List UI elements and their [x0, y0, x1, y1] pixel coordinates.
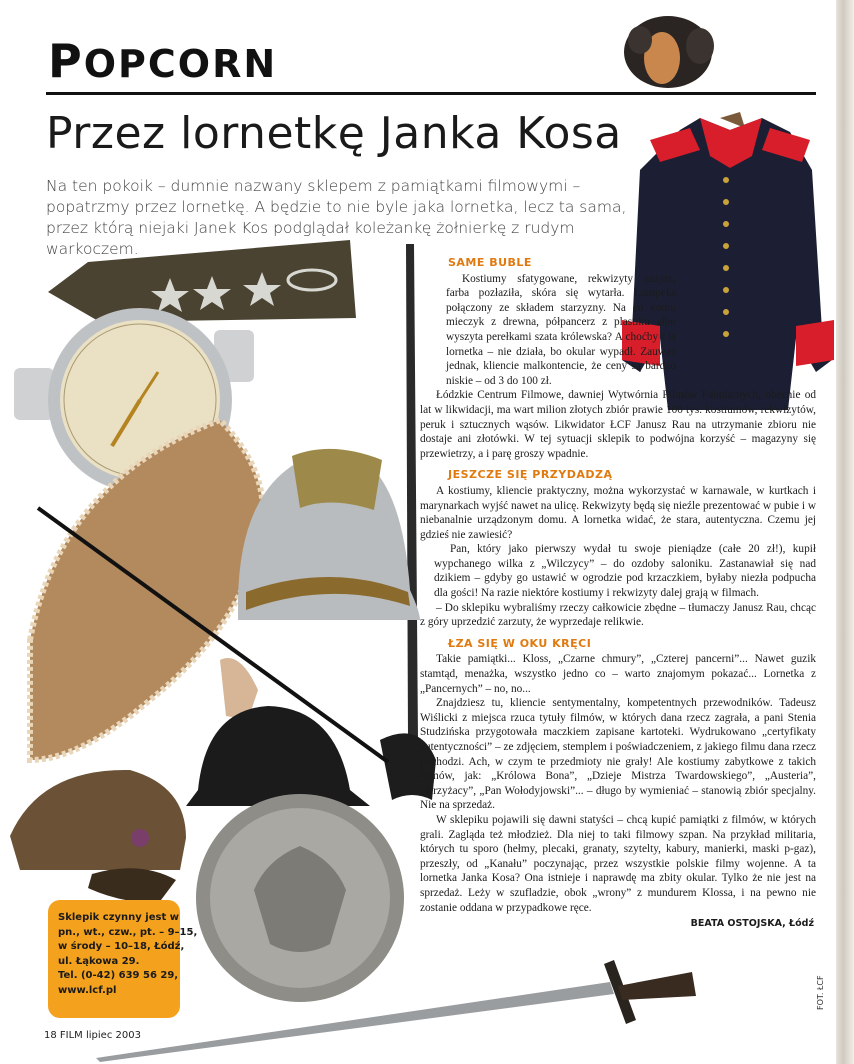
shop-info-box: [48, 900, 198, 1018]
section-label-initial: P: [48, 34, 84, 88]
eagle-button-prop: [196, 794, 404, 1002]
paragraph: A kostiumy, kliencie praktyczny, można wykorzystać w karnawale, w kurtkach i marynarkach wyjść nawet na ulicę. Rekwizyty będą się nieźle prezentować w pubie i w niebanalnie urządzonym domu. A lornetka widać, że stara, autentyczna. Czemu jej gdzieś nie zawiesić?: [420, 484, 816, 541]
paragraph: W sklepiku pojawili się dawni statyści – chcą kupić pamiątki z filmów, w których grali. Zagląda też młodzież. Dla niej to taki filmowy szpan. Na przykład militaria, których tu sporo (hełmy, plecaki, granaty, szytelty, kabury, manierki, maski p-gaz), przeszły, od „Kanału” poczynając, przez wszystkie polskie filmy wojenne. A ta lornetka Janka Kosa? Ona istnieje i naprawdę ma zbity okular. Tylko że nie jest na sprzedaż. Leży w szufladzie, obok „wrony” z mundurem Klossa, i na pewno nie zostanie oddana w przypadkowe ręce.: [420, 813, 816, 914]
field-cap-prop: [10, 770, 186, 904]
subheading-lza: ŁZA SIĘ W OKU KRĘCI: [448, 636, 592, 650]
subheading-same-buble: SAME BUBLE: [448, 256, 532, 269]
photo-credit: FOT. ŁCF: [816, 975, 825, 1010]
paragraph: Znajdziesz tu, kliencie sentymentalny, kompetentnych przewodników. Tadeusz Wiślicki z miejsca rzuca tytuły filmów, w których dana rzecz zagrała, a pani Stenia Studzińska przygotowała maczkiem zapisane kartoteki. Wydrukowano „certyfikaty autentyczności” – ze zdjęciem, stemplem i poświadczeniem, z jakiego filmu dana rzecz pochodzi. Ach, w czym te przedmioty nie grały! Ale kostiumy zabytkowe z takich filmów, jak: „Królowa Bona”, „Dzieje Mistrza Twardowskiego”, „Austeria”, „Krzyżacy”, „Pan Wołodyjowski”... – długo by wymieniać – stanowią zbiór specjalny. Nie na sprzedaż.: [420, 697, 816, 812]
subheading-przydadza: JESZCZE SIĘ PRZYDADZĄ: [448, 468, 613, 482]
author-signature: BEATA OSTOJSKA, Łódź: [690, 918, 814, 930]
fire-helmet-prop: [238, 449, 420, 620]
paragraph: Kostiumy sfatygowane, rekwizyty zużyte, farba pozłaziła, skóra się wytarła. Lumpeks połączony ze składem starzyzny. Na co komu mieczyk z drewna, półpancerz z plastiku albo wyszyta perełkami szata królewska? A choćby i ta lornetka – nie działa, bo okular wypadł. Zauważ jednak, kliencie malkontencie, że ceny są bardzo niskie – od 3 do 100 zł.: [446, 272, 676, 387]
paragraph: Pan, który jako pierwszy wydał tu swoje pieniądze (całe 20 zł!), kupił wypchanego wilka z „Wilczycy” – do ozdoby saloniku. Zastanawiał się nad dzikiem – gdyby go ustawić w ogrodzie pod krzaczkiem, byłaby niezła podpucha dla gości! Na razie niektóre kostiumy i rekwizyty dalej grają w filmach.: [434, 543, 816, 600]
header-rule: [46, 92, 816, 95]
section-label: POPCORN: [48, 34, 278, 88]
article-lead: Na ten pokoik – dumnie nazwany sklepem z pamiątkami filmowymi – popatrzmy przez lornetkę. A będzie to nie byle jaka lornetka, lecz ta sama, przez którą niejaki Janek Kos podglądał koleżankę żołnierkę z rudym warkoczem.: [46, 177, 627, 258]
page-folio: 18 FILM lipiec 2003: [44, 1030, 141, 1041]
info-phone: Tel. (0-42) 639 56 29,: [58, 970, 179, 981]
paragraph: – Do sklepiku wybraliśmy rzeczy całkowicie zbędne – tłumaczy Janusz Rau, chcąc z góry uprzedzić zarzuty, że wyprzedaje relikwie.: [420, 601, 816, 629]
paragraph: Takie pamiątki... Kloss, „Czarne chmury”, „Czterej pancerni”... Nawet guzik stamtąd, menażka, wszystko jedno co – warto znajomym pokazać... Lornetka z „Pancernych” – no, no...: [420, 653, 816, 695]
info-line: Sklepik czynny jest w: [58, 912, 179, 923]
info-website-link[interactable]: www.lcf.pl: [58, 984, 117, 996]
info-line: pn., wt., czw., pt. – 9–15,: [58, 926, 198, 938]
steel-helmet-prop: [186, 706, 370, 806]
info-line: w środy – 10–18, Łódź,: [58, 941, 185, 952]
article-body: [420, 256, 816, 932]
sabre-prop: [96, 960, 696, 1062]
wig-prop: [624, 16, 714, 88]
paragraph: Łódzkie Centrum Filmowe, dawniej Wytwórnia Filmów Fabularnych, obecnie od lat w likwidacji, ma wart milion złotych zbiór prawie 100 tys. kostiumów, rekwizytów, peruk i sztucznych wąsów. Likwidator ŁCF Janusz Rau na utrzymanie zbioru nie dostaje ani złotówki. W tej sytuacji sklepik to podwójna korzyść – magazyny się przewietrzy, a i parę groszy wpadnie.: [420, 389, 816, 460]
article-headline: Przez lornetkę Janka Kosa: [46, 108, 622, 159]
info-line: ul. Łąkowa 29.: [58, 955, 140, 967]
